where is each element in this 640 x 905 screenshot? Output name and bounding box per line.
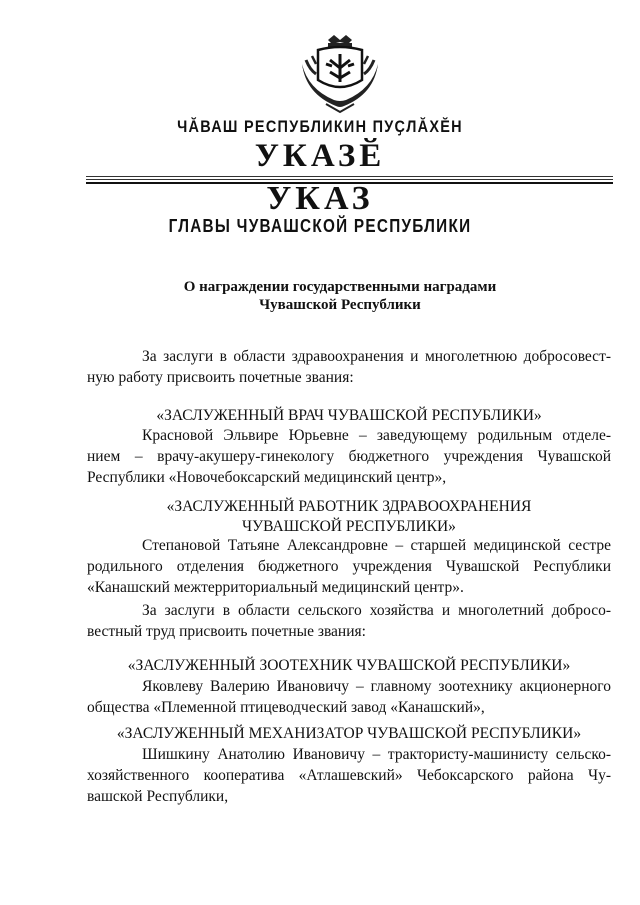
- text-line: родильного отделения бюджетного учреждения Чувашской Республики: [87, 558, 611, 575]
- award-title-line: ЧУВАШСКОЙ РЕСПУБЛИКИ»: [242, 518, 456, 535]
- header-glava: ГЛАВЫ ЧУВАШСКОЙ РЕСПУБЛИКИ: [168, 216, 472, 236]
- text-line: За заслуги в области здравоохранения и многолетнюю добросовест-: [142, 348, 611, 365]
- text-line: нием – врачу-акушеру-гинекологу бюджетного учреждения Чувашской: [87, 448, 611, 465]
- text-line: Республики «Новочебоксарский медицинский центр»,: [87, 469, 447, 486]
- text-line: «Канашский межтерриториальный медицинский центр».: [87, 579, 464, 596]
- text-line: общества «Племенной птицеводческий завод «Канашский»,: [87, 699, 485, 716]
- award-title-line: «ЗАСЛУЖЕННЫЙ ЗООТЕХНИК ЧУВАШСКОЙ РЕСПУБЛИКИ»: [127, 657, 571, 674]
- header-chuvash-line: ЧӐВАШ РЕСПУБЛИКИН ПУҪЛӐХӖН: [177, 117, 463, 136]
- text-line: Шишкину Анатолию Ивановичу – трактористу-машинисту сельско-: [142, 746, 611, 763]
- subject-line: О награждении государственными наградами: [183, 279, 497, 295]
- text-line: вашской Республики,: [87, 788, 229, 805]
- decree-subject: [150, 278, 530, 314]
- header-chuvash-ukaz: УКАЗӖ: [254, 138, 386, 174]
- text-line: вестный труд присвоить почетные звания:: [87, 623, 366, 640]
- text-line: Степановой Татьяне Александровне – старшей медицинской сестре: [142, 537, 611, 554]
- text-line: За заслуги в области сельского хозяйства и многолетний добросо-: [142, 602, 611, 619]
- award-recipient-health-worker: [87, 535, 611, 598]
- text-line: Яковлеву Валерию Ивановичу – главному зоотехнику акционерного: [142, 678, 611, 695]
- award-title-machine-operator: [87, 724, 611, 744]
- award-recipient-doctor: [87, 425, 611, 488]
- intro-paragraph-agriculture: [87, 600, 611, 642]
- chuvash-emblem-icon: [296, 34, 384, 114]
- award-title-line: «ЗАСЛУЖЕННЫЙ МЕХАНИЗАТОР ЧУВАШСКОЙ РЕСПУБЛИКИ»: [116, 725, 582, 742]
- text-line: Красновой Эльвире Юрьевне – заведующему родильным отделе-: [142, 427, 611, 444]
- text-line: ную работу присвоить почетные звания:: [87, 369, 354, 386]
- text-line: хозяйственного кооператива «Атлашевский» Чебоксарского района Чу-: [87, 767, 611, 784]
- award-recipient-machine-operator: [87, 744, 611, 807]
- intro-paragraph-healthcare: [87, 346, 611, 388]
- header-ukaz: УКАЗ: [266, 180, 374, 217]
- award-title-line: «ЗАСЛУЖЕННЫЙ ВРАЧ ЧУВАШСКОЙ РЕСПУБЛИКИ»: [156, 407, 542, 424]
- award-recipient-zootechnician: [87, 676, 611, 718]
- award-title-doctor: [87, 406, 611, 426]
- award-title-health-worker: [87, 497, 611, 537]
- subject-line: Чувашской Республики: [259, 297, 421, 313]
- award-title-zootechnician: [87, 656, 611, 676]
- award-title-line: «ЗАСЛУЖЕННЫЙ РАБОТНИК ЗДРАВООХРАНЕНИЯ: [166, 498, 532, 515]
- divider-line: [86, 176, 613, 177]
